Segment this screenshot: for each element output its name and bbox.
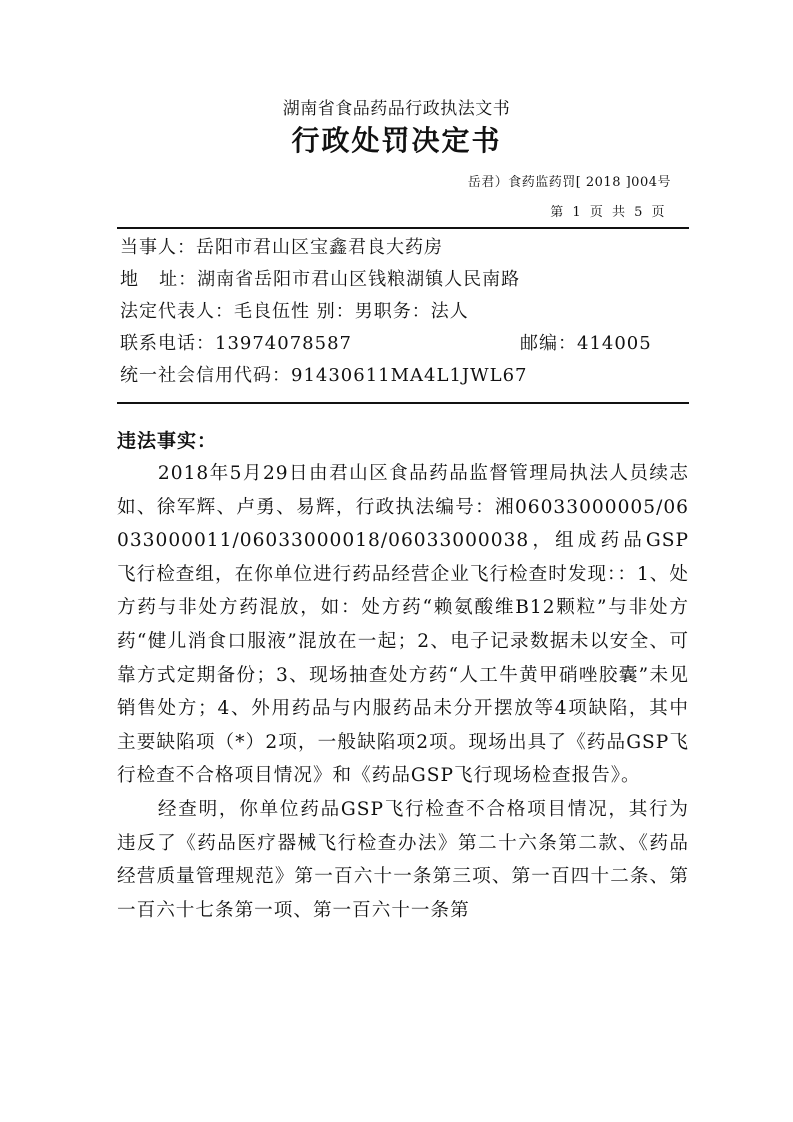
document-number: 岳君）食药监药罚[ 2018 ]004号 <box>467 175 671 190</box>
credit-code-value: 91430611MA4L1JWL67 <box>291 365 528 386</box>
credit-code-label: 统一社会信用代码： <box>120 365 291 386</box>
postal-label: 邮编： <box>520 333 577 354</box>
address-label: 地 址： <box>120 269 198 290</box>
document-title: 行政处罚决定书 <box>291 124 502 157</box>
phone-label: 联系电话： <box>120 333 215 354</box>
party-name-value: 岳阳市君山区宝鑫君良大药房 <box>196 237 443 258</box>
facts-paragraph-1: 2018年5月29日由君山区食品药品监督管理局执法人员续志如、徐军辉、卢勇、易辉，行政执法编号：湘06033000005/06033000011/06033000018/06033000038，组成药品GSP飞行检查组，在你单位进行药品经营企业飞行检查时发现：：1、处方药与非处方药混放，如：处方药“赖氨酸维B12颗粒”与非处方药“健儿消食口服液”混放在一起；2、电子记录数据未以安全、可靠方式定期备份；3、现场抽查处方药“人工牛黄甲硝唑胶囊”未见销售处方；4、外用药品与内服药品未分开摆放等4项缺陷，其中主要缺陷项（*）2项，一般缺陷项2项。现场出具了《药品GSP飞行检查不合格项目情况》和《药品GSP飞行现场检查报告》。 <box>117 463 689 787</box>
legal-representative-row <box>120 296 690 328</box>
party-info <box>120 232 690 392</box>
postal-value: 414005 <box>577 333 652 354</box>
phone-value: 13974078587 <box>215 333 352 354</box>
issuer-heading: 湖南省食品药品行政执法文书 <box>282 99 511 119</box>
page-indicator: 第 1 页 共 5 页 <box>550 205 665 220</box>
bottom-divider <box>117 402 689 404</box>
violation-facts-body <box>117 457 689 927</box>
contact-row <box>120 328 690 360</box>
postal-code <box>520 328 652 360</box>
top-divider <box>117 227 689 229</box>
facts-paragraph-2: 经查明，你单位药品GSP飞行检查不合格项目情况，其行为违反了《药品医疗器械飞行检查办法》第二十六条第二款、《药品经营质量管理规范》第一百六十一条第三项、第一百四十二条、第一百六十七条第一项、第一百六十一条第 <box>117 798 689 921</box>
party-address-row <box>120 264 690 296</box>
party-name-row <box>120 232 690 264</box>
party-name-label: 当事人： <box>120 237 196 258</box>
violation-facts-heading: 违法事实： <box>117 430 218 452</box>
address-value: 湖南省岳阳市君山区钱粮湖镇人民南路 <box>197 269 521 290</box>
credit-code-row <box>120 360 690 392</box>
legal-representative-line: 法定代表人：毛良伍性 别：男职务：法人 <box>120 301 469 322</box>
